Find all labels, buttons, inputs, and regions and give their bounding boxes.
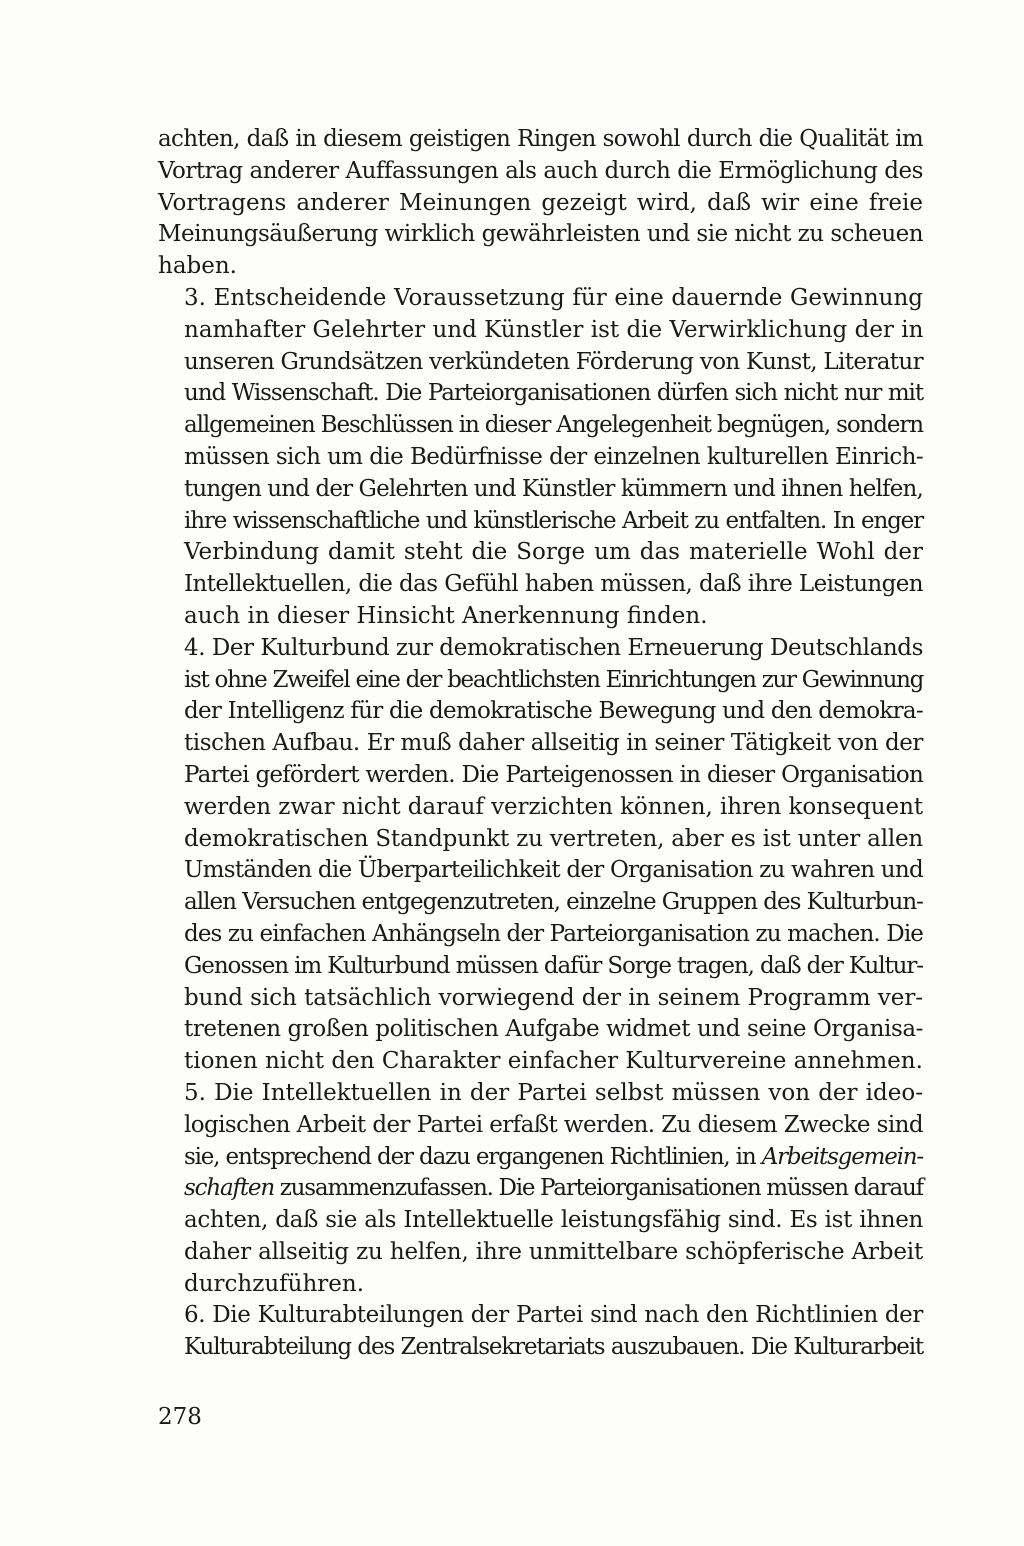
text-line: Umständen die Überparteilichkeit der Organisation zu wahren und	[184, 857, 923, 884]
text-line: daher allseitig zu helfen, ihre unmittelbare schöpferische Arbeit	[184, 1238, 923, 1265]
italic-term: Arbeitsgemein-	[761, 1143, 923, 1170]
text-line: bund sich tatsächlich vorwiegend der in seinem Programm ver-	[184, 984, 923, 1011]
text-line: müssen sich um die Bedürfnisse der einzelnen kulturellen Einrich-	[184, 443, 923, 470]
paragraph-4	[158, 633, 923, 1078]
text-line: auch in dieser Hinsicht Anerkennung finden.	[184, 602, 708, 629]
text-line: 4. Der Kulturbund zur demokratischen Erneuerung Deutschlands	[184, 634, 923, 661]
text-line: 3. Entscheidende Voraussetzung für eine dauernde Gewinnung	[184, 284, 923, 311]
text-line: allen Versuchen entgegenzutreten, einzelne Gruppen des Kulturbun-	[184, 889, 923, 916]
text-line: achten, daß sie als Intellektuelle leistungsfähig sind. Es ist ihnen	[184, 1207, 923, 1234]
text-line: tretenen großen politischen Aufgabe widmet und seine Organisa-	[184, 1016, 923, 1043]
text-line: logischen Arbeit der Partei erfaßt werden. Zu diesem Zwecke sind	[184, 1111, 923, 1138]
text-line: Kulturabteilung des Zentralsekretariats auszubauen. Die Kulturarbeit	[184, 1334, 923, 1361]
paragraph-3	[158, 283, 923, 633]
text-line: ihre wissenschaftliche und künstlerische Arbeit zu entfalten. In enger	[184, 507, 923, 534]
text-line: der Intelligenz für die demokratische Bewegung und den demokra-	[184, 698, 923, 725]
text-line: werden zwar nicht darauf verzichten können, ihren konsequent	[184, 793, 923, 820]
page-number: 278	[158, 1404, 202, 1430]
text-fragment: sie, entsprechend der dazu ergangenen Richtlinien, in	[184, 1143, 762, 1170]
text-line: Genossen im Kulturbund müssen dafür Sorge tragen, daß der Kultur-	[184, 952, 923, 979]
text-line: demokratischen Standpunkt zu vertreten, aber es ist unter allen	[184, 825, 923, 852]
text-line: Partei gefördert werden. Die Parteigenossen in dieser Organisation	[184, 761, 923, 788]
text-line: des zu einfachen Anhängseln der Parteiorganisation zu machen. Die	[184, 920, 923, 947]
text-line: Verbindung damit steht die Sorge um das materielle Wohl der	[184, 539, 923, 566]
paragraph-5	[158, 1078, 923, 1301]
text-line: tionen nicht den Charakter einfacher Kulturvereine annehmen.	[184, 1048, 923, 1075]
paragraph-continuation	[158, 124, 923, 283]
text-line: unseren Grundsätzen verkündeten Förderung von Kunst, Literatur	[184, 348, 923, 375]
text-line: ist ohne Zweifel eine der beachtlichsten Einrichtungen zur Gewinnung	[184, 666, 923, 693]
text-line: Intellektuellen, die das Gefühl haben müssen, daß ihre Leistungen	[184, 571, 923, 598]
text-line: 5. Die Intellektuellen in der Partei selbst müssen von der ideo-	[184, 1079, 923, 1106]
text-line: durchzuführen.	[184, 1270, 365, 1297]
text-line: achten, daß in diesem geistigen Ringen sowohl durch die Qualität im	[158, 126, 923, 152]
text-line	[158, 1173, 923, 1205]
text-line: Meinungsäußerung wirklich gewährleisten und sie nicht zu scheuen	[158, 221, 923, 248]
text-line: tungen und der Gelehrten und Künstler kümmern und ihnen helfen,	[184, 475, 923, 502]
text-line: haben.	[158, 253, 237, 280]
text-line	[158, 1142, 923, 1174]
italic-term: schaften	[184, 1175, 275, 1202]
text-line: namhafter Gelehrter und Künstler ist die Verwirklichung der in	[184, 316, 924, 343]
text-line: tischen Aufbau. Er muß daher allseitig in seiner Tätigkeit von der	[184, 730, 923, 757]
text-line: und Wissenschaft. Die Parteiorganisationen dürfen sich nicht nur mit	[184, 380, 923, 407]
text-fragment: zusammenzufassen. Die Parteiorganisationen müssen darauf	[274, 1175, 923, 1202]
text-line: Vortrag anderer Auffassungen als auch durch die Ermöglichung des	[158, 157, 923, 184]
text-line: 6. Die Kulturabteilungen der Partei sind nach den Richtlinien der	[184, 1302, 923, 1329]
body-text	[158, 124, 923, 1364]
paragraph-6	[158, 1300, 923, 1364]
text-line: allgemeinen Beschlüssen in dieser Angelegenheit begnügen, sondern	[184, 412, 923, 439]
text-line: Vortragens anderer Meinungen gezeigt wird, daß wir eine freie	[158, 189, 923, 216]
